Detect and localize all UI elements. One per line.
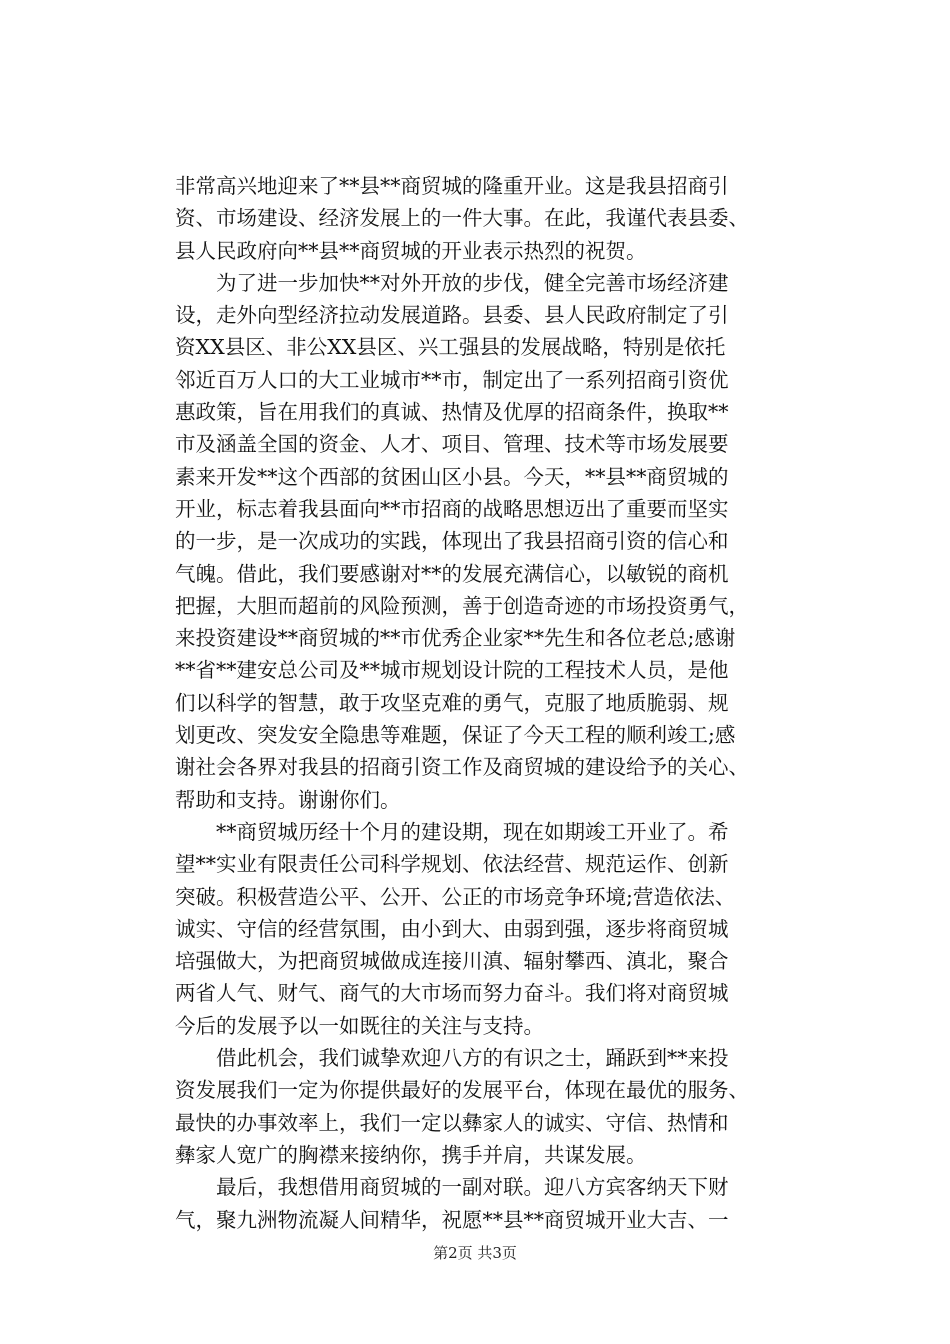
- text-line: 最快的办事效率上，我们一定以彝家人的诚实、守信、热情和: [175, 1110, 729, 1135]
- page-number-footer: 第2页 共3页: [433, 1244, 517, 1262]
- text-line: 为了进一步加快**对外开放的步伐，健全完善市场经济建: [175, 270, 729, 295]
- text-line: **省**建安总公司及**城市规划设计院的工程技术人员，是他: [175, 658, 729, 683]
- text-line: 设，走外向型经济拉动发展道路。县委、县人民政府制定了引: [175, 303, 729, 328]
- text-line: 突破。积极营造公平、公开、公正的市场竞争环境;营造依法、: [175, 884, 736, 909]
- text-line: 最后，我想借用商贸城的一副对联。迎八方宾客纳天下财: [175, 1175, 729, 1200]
- text-line: 气，聚九洲物流凝人间精华，祝愿**县**商贸城开业大吉、一: [175, 1207, 729, 1232]
- text-line: 气魄。借此，我们要感谢对**的发展充满信心，以敏锐的商机: [175, 561, 729, 586]
- text-line: 非常高兴地迎来了**县**商贸城的隆重开业。这是我县招商引: [175, 174, 729, 198]
- text-line: 资、市场建设、经济发展上的一件大事。在此，我谨代表县委、: [175, 206, 749, 231]
- text-line: 县人民政府向**县**商贸城的开业表示热烈的祝贺。: [175, 238, 647, 263]
- text-line: 两省人气、财气、商气的大市场而努力奋斗。我们将对商贸城: [175, 981, 729, 1006]
- text-line: 诚实、守信的经营氛围，由小到大、由弱到强，逐步将商贸城: [175, 916, 729, 941]
- text-line: 惠政策，旨在用我们的真诚、热情及优厚的招商条件，换取**: [175, 400, 729, 425]
- text-line: 谢社会各界对我县的招商引资工作及商贸城的建设给予的关心、: [175, 755, 749, 780]
- text-line: 们以科学的智慧，敢于攻坚克难的勇气，克服了地质脆弱、规: [175, 690, 729, 715]
- text-line: 彝家人宽广的胸襟来接纳你，携手并肩，共谋发展。: [175, 1142, 647, 1167]
- text-line: **商贸城历经十个月的建设期，现在如期竣工开业了。希: [175, 819, 729, 844]
- text-line: 市及涵盖全国的资金、人才、项目、管理、技术等市场发展要: [175, 432, 729, 457]
- text-line: 来投资建设**商贸城的**市优秀企业家**先生和各位老总;感谢: [175, 626, 736, 651]
- text-line: 邻近百万人口的大工业城市**市，制定出了一系列招商引资优: [175, 367, 729, 392]
- text-line: 素来开发**这个西部的贫困山区小县。今天，**县**商贸城的: [175, 464, 729, 489]
- text-line: 望**实业有限责任公司科学规划、依法经营、规范运作、创新: [175, 852, 729, 877]
- text-line: 资发展我们一定为你提供最好的发展平台，体现在最优的服务、: [175, 1078, 749, 1103]
- text-line: 把握，大胆而超前的风险预测，善于创造奇迹的市场投资勇气，: [175, 593, 749, 618]
- text-line: 的一步，是一次成功的实践，体现出了我县招商引资的信心和: [175, 529, 729, 554]
- text-line: 划更改、突发安全隐患等难题，保证了今天工程的顺利竣工;感: [175, 723, 736, 748]
- text-line: 培强做大，为把商贸城做成连接川滇、辐射攀西、滇北，聚合: [175, 949, 729, 974]
- text-line: 资XX县区、非公XX县区、兴工强县的发展战略，特别是依托: [175, 335, 726, 360]
- text-line: 帮助和支持。谢谢你们。: [175, 787, 401, 812]
- text-line: 开业，标志着我县面向**市招商的战略思想迈出了重要而坚实: [175, 496, 729, 521]
- text-line: 借此机会，我们诚挚欢迎八方的有识之士，踊跃到**来投: [175, 1046, 729, 1071]
- text-line: 今后的发展予以一如既往的关注与支持。: [175, 1013, 544, 1038]
- document-body: [175, 170, 815, 1236]
